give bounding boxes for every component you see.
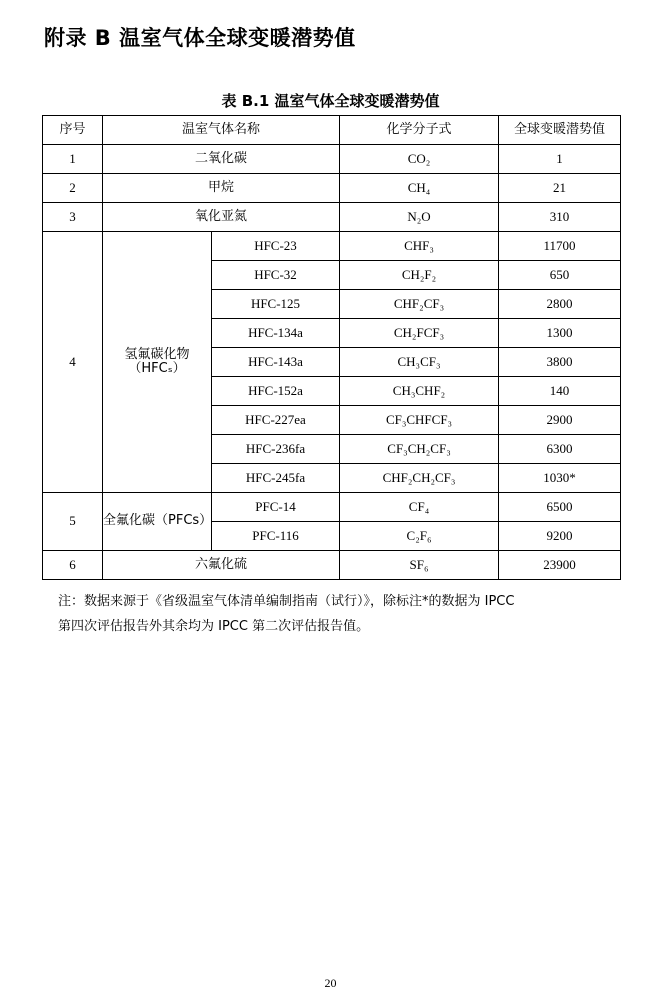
cell-gwp: 9200 (499, 522, 621, 551)
col-header-gwp: 全球变暖潜势值 (499, 116, 621, 145)
cell-gwp: 21 (499, 174, 621, 203)
note-line: 第四次评估报告外其余均为 IPCC 第二次评估报告值。 (58, 619, 370, 634)
cell-formula: CHF₂CH₂CF₃ (340, 464, 499, 493)
cell-gas-name: HFC-236fa (212, 435, 340, 464)
cell-formula: CH₂F₂ (340, 261, 499, 290)
category-abbr: （HFCₛ） (128, 361, 186, 376)
cell-seq: 5 (43, 493, 103, 551)
table-caption: 表 B.1 温室气体全球变暖潜势值 (221, 92, 440, 110)
cell-gas-name: HFC-134a (212, 319, 340, 348)
table-row (43, 493, 621, 522)
cell-gwp: 3800 (499, 348, 621, 377)
col-header-name: 温室气体名称 (103, 116, 340, 145)
cell-gwp: 6300 (499, 435, 621, 464)
cell-gwp: 2900 (499, 406, 621, 435)
cell-gas-name: PFC-14 (212, 493, 340, 522)
cell-gas-name: HFC-245fa (212, 464, 340, 493)
cell-category-hfcs (103, 232, 212, 493)
table-note (58, 589, 598, 639)
cell-seq: 4 (43, 232, 103, 493)
cell-gwp: 1 (499, 145, 621, 174)
cell-gwp: 140 (499, 377, 621, 406)
table-row (43, 203, 621, 232)
note-line: 注：数据来源于《省级温室气体清单编制指南（试行）》，除标注*的数据为 IPCC (58, 594, 515, 609)
table-row (43, 174, 621, 203)
cell-gwp: 1300 (499, 319, 621, 348)
cell-formula: CF₃CH₂CF₃ (340, 435, 499, 464)
category-name: 氢氟碳化物 (124, 346, 190, 362)
cell-gwp: 310 (499, 203, 621, 232)
cell-seq: 3 (43, 203, 103, 232)
page-number: 20 (324, 976, 337, 990)
table-row (43, 551, 621, 580)
gwp-table (42, 115, 621, 580)
cell-formula: CH₃CHF₂ (340, 377, 499, 406)
cell-gas-name: HFC-125 (212, 290, 340, 319)
cell-gwp: 1030* (499, 464, 621, 493)
cell-gas-name: 甲烷 (103, 174, 340, 203)
cell-gas-name: HFC-23 (212, 232, 340, 261)
cell-seq: 2 (43, 174, 103, 203)
col-header-formula: 化学分子式 (340, 116, 499, 145)
cell-formula: CH₄ (340, 174, 499, 203)
cell-gas-name: HFC-227ea (212, 406, 340, 435)
table-header-row (43, 116, 621, 145)
cell-formula: CO₂ (340, 145, 499, 174)
cell-formula: C₂F₆ (340, 522, 499, 551)
cell-gas-name: PFC-116 (212, 522, 340, 551)
cell-category-pfcs: 全氟化碳（PFCs） (103, 493, 212, 551)
cell-formula: CHF₂CF₃ (340, 290, 499, 319)
cell-gas-name: 二氧化碳 (103, 145, 340, 174)
cell-formula: CF₄ (340, 493, 499, 522)
cell-gas-name: HFC-143a (212, 348, 340, 377)
cell-gas-name: 六氟化硫 (103, 551, 340, 580)
cell-gwp: 650 (499, 261, 621, 290)
cell-gwp: 23900 (499, 551, 621, 580)
cell-formula: CF₃CHFCF₃ (340, 406, 499, 435)
cell-seq: 6 (43, 551, 103, 580)
cell-seq: 1 (43, 145, 103, 174)
appendix-heading: 附录 B 温室气体全球变暖潜势值 (44, 26, 356, 50)
cell-gwp: 6500 (499, 493, 621, 522)
cell-gas-name: HFC-32 (212, 261, 340, 290)
cell-gwp: 2800 (499, 290, 621, 319)
cell-formula: CH₂FCF₃ (340, 319, 499, 348)
col-header-seq: 序号 (43, 116, 103, 145)
cell-formula: N₂O (340, 203, 499, 232)
cell-formula: CH₃CF₃ (340, 348, 499, 377)
cell-gas-name: 氧化亚氮 (103, 203, 340, 232)
table-row (43, 145, 621, 174)
cell-formula: CHF₃ (340, 232, 499, 261)
cell-formula: SF₆ (340, 551, 499, 580)
cell-gwp: 11700 (499, 232, 621, 261)
cell-gas-name: HFC-152a (212, 377, 340, 406)
table-row (43, 232, 621, 261)
